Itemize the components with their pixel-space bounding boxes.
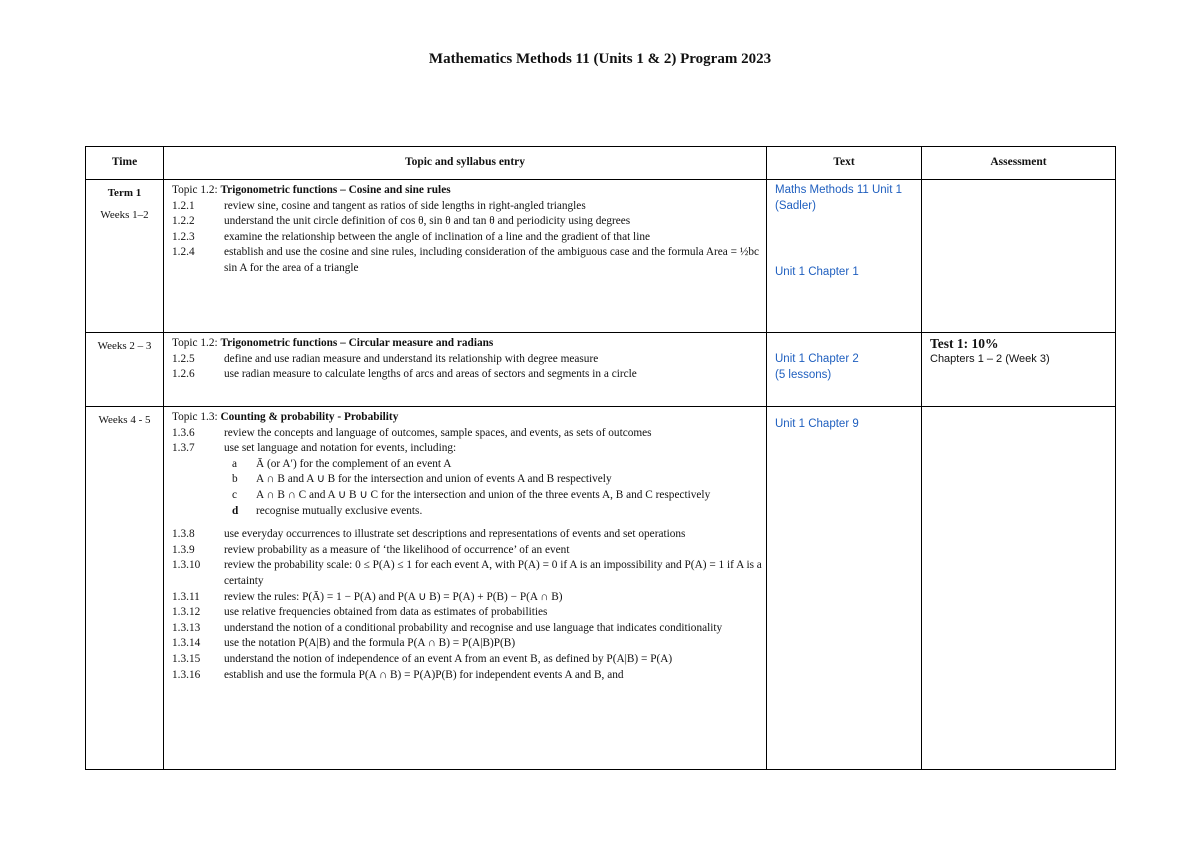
entry-text: understand the unit circle definition of cos θ, sin θ and tan θ and periodicity using degrees bbox=[224, 215, 631, 228]
entry-number: 1.3.7 bbox=[172, 442, 195, 455]
topic-title: Trigonometric functions – Circular measure and radians bbox=[220, 337, 494, 349]
entry-text: establish and use the formula P(A ∩ B) = P(A)P(B) for independent events A and B, and bbox=[224, 668, 624, 681]
syllabus-entry bbox=[172, 668, 762, 684]
weeks-label: Weeks 2 – 3 bbox=[97, 340, 152, 352]
header-text: Text bbox=[767, 147, 922, 180]
sub-item-text: Ā (or A′) for the complement of an event A bbox=[256, 457, 452, 470]
topic-heading bbox=[172, 336, 762, 352]
entry-number: 1.3.6 bbox=[172, 426, 195, 439]
table-row bbox=[86, 407, 1116, 770]
header-time: Time bbox=[86, 147, 164, 180]
sub-item-text: A ∩ B ∩ C and A ∪ B ∪ C for the intersection and union of the three events A, B and C respectively bbox=[256, 488, 711, 501]
sub-item-text: A ∩ B and A ∪ B for the intersection and union of events A and B respectively bbox=[256, 473, 612, 486]
syllabus-entry bbox=[172, 605, 762, 621]
topic-heading bbox=[172, 410, 762, 426]
text-cell bbox=[767, 180, 922, 333]
chapter-reference: Unit 1 Chapter 9 bbox=[775, 418, 859, 430]
entry-text: use everyday occurrences to illustrate set descriptions and representations of events and set operations bbox=[224, 528, 686, 541]
time-cell bbox=[86, 333, 164, 407]
topic-title: Trigonometric functions – Cosine and sine rules bbox=[220, 184, 451, 196]
topic-cell bbox=[164, 180, 767, 333]
entry-number: 1.3.12 bbox=[172, 606, 201, 619]
chapter-reference: Unit 1 Chapter 1 bbox=[775, 266, 859, 279]
entry-text: use set language and notation for events, including: bbox=[224, 442, 457, 455]
chapter-reference: Unit 1 Chapter 2 bbox=[775, 353, 859, 365]
topic-heading bbox=[172, 183, 762, 199]
sub-item-letter: c bbox=[232, 488, 238, 501]
syllabus-entry bbox=[172, 590, 762, 606]
weeks-label: Weeks 1–2 bbox=[100, 208, 149, 221]
entry-number: 1.3.16 bbox=[172, 668, 201, 681]
topic-prefix: Topic 1.2: bbox=[172, 337, 218, 349]
syllabus-entry bbox=[172, 426, 762, 442]
syllabus-entry bbox=[172, 230, 762, 246]
entry-number: 1.3.13 bbox=[172, 621, 201, 634]
assessment-cell bbox=[922, 333, 1116, 407]
entry-text: use the notation P(A|B) and the formula P(A ∩ B) = P(A|B)P(B) bbox=[224, 637, 516, 650]
sub-item bbox=[172, 457, 762, 473]
entry-text: review the concepts and language of outcomes, sample spaces, and events, as sets of outcomes bbox=[224, 426, 652, 439]
syllabus-entry bbox=[172, 543, 762, 559]
syllabus-entry bbox=[172, 558, 762, 589]
topic-prefix: Topic 1.2: bbox=[172, 184, 218, 196]
entry-number: 1.2.6 bbox=[172, 368, 195, 381]
entry-text: review the rules: P(Ā) = 1 − P(A) and P(A ∪ B) = P(A) + P(B) − P(A ∩ B) bbox=[224, 590, 563, 603]
syllabus-entry bbox=[172, 214, 762, 230]
entry-text: understand the notion of independence of an event A from an event B, as defined by P(A|B) = P(A) bbox=[224, 652, 673, 665]
syllabus-entry bbox=[172, 441, 762, 457]
table-header-row bbox=[86, 147, 1116, 180]
assessment-cell bbox=[922, 407, 1116, 770]
topic-cell bbox=[164, 333, 767, 407]
entry-number: 1.2.5 bbox=[172, 352, 195, 365]
entry-number: 1.3.9 bbox=[172, 543, 195, 556]
entry-text: use radian measure to calculate lengths of arcs and areas of sectors and segments in a circle bbox=[224, 368, 637, 381]
entry-number: 1.3.15 bbox=[172, 652, 201, 665]
syllabus-entry bbox=[172, 352, 762, 368]
text-cell bbox=[767, 333, 922, 407]
sub-item-letter: a bbox=[232, 457, 238, 470]
assessment-detail: Chapters 1 – 2 (Week 3) bbox=[930, 352, 1050, 365]
entry-text: review the probability scale: 0 ≤ P(A) ≤ 1 for each event A, with P(A) = 0 if A is an impossibility and P(A) = 1 if A is a certainty bbox=[224, 559, 762, 587]
entry-text: review probability as a measure of ‘the likelihood of occurrence’ of an event bbox=[224, 543, 570, 556]
syllabus-entry bbox=[172, 652, 762, 668]
time-cell bbox=[86, 180, 164, 333]
table-row bbox=[86, 180, 1116, 333]
entry-text: establish and use the cosine and sine rules, including consideration of the ambiguous case and the formula Area = ½bc sin A for the area of a triangle bbox=[224, 246, 759, 274]
term-label: Term 1 bbox=[107, 187, 142, 199]
entry-text: review sine, cosine and tangent as ratios of side lengths in right-angled triangles bbox=[224, 199, 586, 212]
entry-number: 1.2.1 bbox=[172, 199, 195, 212]
entry-number: 1.2.4 bbox=[172, 246, 195, 259]
weeks-label: Weeks 4 - 5 bbox=[98, 414, 151, 426]
topic-cell bbox=[164, 407, 767, 770]
entry-number: 1.2.3 bbox=[172, 230, 195, 243]
entry-text: define and use radian measure and understand its relationship with degree measure bbox=[224, 352, 599, 365]
sub-item-text: recognise mutually exclusive events. bbox=[256, 504, 423, 517]
assessment-cell bbox=[922, 180, 1116, 333]
entry-text: use relative frequencies obtained from data as estimates of probabilities bbox=[224, 606, 548, 619]
entry-number: 1.2.2 bbox=[172, 215, 195, 228]
text-cell bbox=[767, 407, 922, 770]
header-topic: Topic and syllabus entry bbox=[164, 147, 767, 180]
header-assessment: Assessment bbox=[922, 147, 1116, 180]
entry-number: 1.3.11 bbox=[172, 590, 200, 603]
entry-number: 1.3.14 bbox=[172, 637, 201, 650]
sub-item bbox=[172, 472, 762, 488]
sub-item bbox=[172, 504, 762, 520]
time-cell bbox=[86, 407, 164, 770]
textbook-reference: Maths Methods 11 Unit 1 (Sadler) bbox=[775, 184, 902, 212]
document-title: Mathematics Methods 11 (Units 1 & 2) Program 2023 bbox=[428, 51, 772, 67]
entry-number: 1.3.10 bbox=[172, 559, 201, 572]
syllabus-entry bbox=[172, 636, 762, 652]
syllabus-entry bbox=[172, 367, 762, 383]
sub-item bbox=[172, 488, 762, 504]
assessment-title: Test 1: 10% bbox=[930, 336, 999, 351]
sub-item-letter: b bbox=[232, 473, 238, 486]
entry-text: examine the relationship between the angle of inclination of a line and the gradient of that line bbox=[224, 230, 650, 243]
syllabus-entry bbox=[172, 621, 762, 637]
syllabus-entry bbox=[172, 245, 762, 276]
syllabus-entry bbox=[172, 199, 762, 215]
topic-prefix: Topic 1.3: bbox=[172, 411, 218, 423]
lesson-count: (5 lessons) bbox=[775, 368, 832, 381]
entry-number: 1.3.8 bbox=[172, 528, 195, 541]
topic-title: Counting & probability - Probability bbox=[220, 411, 399, 423]
sub-item-letter: d bbox=[232, 504, 239, 517]
entry-text: understand the notion of a conditional probability and recognise and use language that indicates conditionality bbox=[224, 621, 723, 634]
table-row bbox=[86, 333, 1116, 407]
syllabus-entry bbox=[172, 527, 762, 543]
program-table bbox=[85, 146, 1116, 770]
